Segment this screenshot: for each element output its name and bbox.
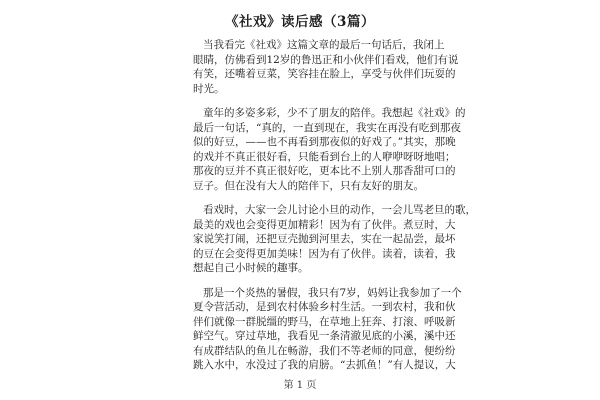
text-line: 看戏时，大家一会儿讨论小旦的动作，一会儿骂老旦的歌， <box>203 204 476 216</box>
paragraph-2 <box>193 106 466 193</box>
paragraph-4 <box>193 286 462 373</box>
text-line: 有笑，还嘴着豆菜，笑容挂在脸上，享受与伙伴们玩耍的 <box>193 68 456 80</box>
text-line: 想起自己小时候的趣事。 <box>193 262 309 274</box>
body-text <box>193 38 476 383</box>
text-line: 鲜空气。穿过草地，我看见一条清澈见底的小溪，溪中还 <box>193 330 456 342</box>
text-line: 似的好豆，——也不再看到那夜似的好戏了。”其实，那晚 <box>193 136 456 148</box>
page-number: 第 1 页 <box>283 380 317 391</box>
text-line: 那是一个炎热的暑假，我只有7岁，妈妈让我参加了一个 <box>203 286 462 299</box>
text-line: 的豆在会变得更加美味！因为有了伙伴。读着，读着，我 <box>193 247 456 260</box>
text-line: 当我看完《社戏》这篇文章的最后一句话后，我闭上 <box>203 39 445 51</box>
text-line: 跳入水中，水没过了我的肩膀。“去抓鱼！”有人提议，大 <box>193 359 456 371</box>
text-line: 夏令营活动，是到农村体验乡村生活。一到农村，我和伙 <box>193 301 456 313</box>
text-line: 伴们就像一群脱缰的野马，在草地上狂奔、打滚、呼吸新 <box>193 315 456 328</box>
paragraph-3 <box>193 203 476 276</box>
text-line: 豆子。但在没有大人的陪伴下，只有友好的朋友。 <box>193 179 424 192</box>
text-line: 有成群结队的鱼儿在畅游，我们不等老师的同意，便纷纷 <box>193 344 456 357</box>
text-line: 那夜的豆并不真正很好吃，更本比不上别人那香甜可口的 <box>193 165 456 177</box>
text-line: 童年的多姿多彩，少不了朋友的陪伴。我想起《社戏》的 <box>203 107 466 119</box>
document-title: 《社戏》读后感（3篇） <box>225 14 375 30</box>
text-line: 最美的戏也会变得更加精彩！因为有了伙伴。煮豆时，大 <box>193 218 456 231</box>
paragraph-1 <box>193 38 459 96</box>
text-line: 的戏并不真正很好看，只能看到台上的人咿咿呀呀地唱； <box>193 150 456 163</box>
text-line: 时光。 <box>193 82 225 95</box>
text-line: 最后一句话，“真的，一直到现在，我实在再没有吃到那夜 <box>193 121 461 134</box>
text-line: 家说笑打闹，还把豆壳抛到河里去，实在一起品尝，最坏 <box>193 233 456 245</box>
text-line: 眼睛，仿佛看到12岁的鲁迅正和小伙伴们看戏，他们有说 <box>193 53 459 66</box>
